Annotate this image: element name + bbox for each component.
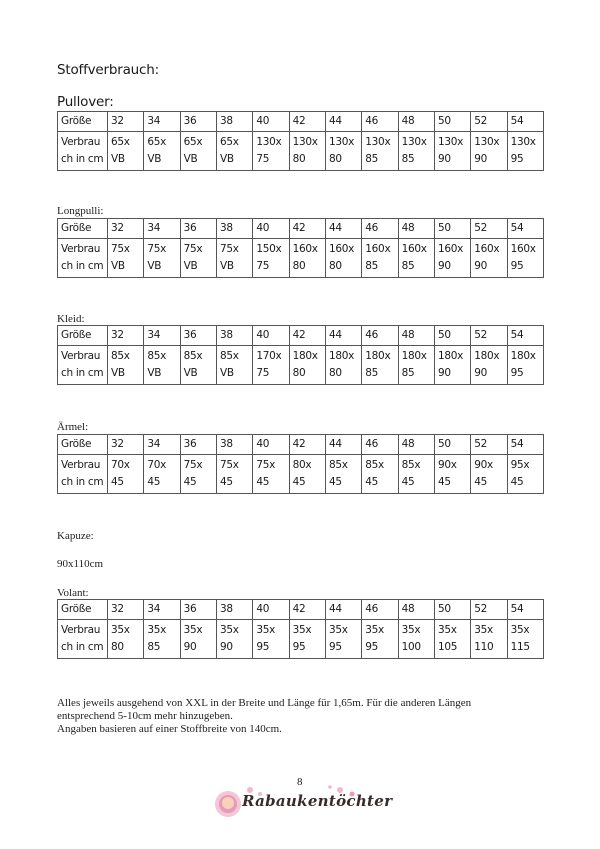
row-label-usage: Verbrauch in cm	[58, 455, 108, 494]
usage-cell: 35x 80	[108, 620, 144, 659]
section-title-pullover: Pullover:	[57, 94, 114, 110]
note-line-3: Angaben basieren auf einer Stoffbreite von 140cm.	[57, 723, 282, 735]
usage-cell: 35x 90	[216, 620, 252, 659]
size-cell: 54	[507, 326, 543, 346]
usage-cell: 85x VB	[108, 346, 144, 385]
usage-cell: 35x 85	[144, 620, 180, 659]
size-cell: 32	[108, 219, 144, 239]
size-cell: 42	[289, 326, 325, 346]
usage-cell: 35x 105	[434, 620, 470, 659]
usage-cell: 130x 85	[362, 132, 398, 171]
size-cell: 34	[144, 219, 180, 239]
usage-cell: 180x 80	[325, 346, 361, 385]
usage-cell: 130x 90	[434, 132, 470, 171]
usage-cell: 160x 85	[362, 239, 398, 278]
row-label-size: Größe	[58, 112, 108, 132]
usage-cell: 180x 95	[507, 346, 543, 385]
row-label-size: Größe	[58, 600, 108, 620]
usage-cell: 35x 90	[180, 620, 216, 659]
usage-cell: 70x 45	[108, 455, 144, 494]
row-label-size: Größe	[58, 219, 108, 239]
size-cell: 42	[289, 219, 325, 239]
size-cell: 32	[108, 435, 144, 455]
usage-cell: 180x 80	[289, 346, 325, 385]
usage-cell: 75x 45	[253, 455, 289, 494]
usage-cell: 35x 95	[289, 620, 325, 659]
section-title-volant: Volant:	[57, 587, 89, 599]
section-title-kapuze: Kapuze:	[57, 530, 94, 542]
usage-cell: 150x 75	[253, 239, 289, 278]
usage-cell: 95x 45	[507, 455, 543, 494]
usage-cell: 35x 115	[507, 620, 543, 659]
size-cell: 50	[434, 435, 470, 455]
size-cell: 38	[216, 600, 252, 620]
size-cell: 48	[398, 112, 434, 132]
usage-cell: 130x 75	[253, 132, 289, 171]
size-cell: 44	[325, 326, 361, 346]
usage-cell: 130x 80	[289, 132, 325, 171]
size-cell: 42	[289, 600, 325, 620]
size-cell: 52	[471, 219, 507, 239]
usage-cell: 65x VB	[180, 132, 216, 171]
brand-name: Rabaukentöchter	[242, 792, 393, 810]
size-cell: 34	[144, 600, 180, 620]
page-number: 8	[297, 776, 303, 788]
size-cell: 52	[471, 435, 507, 455]
size-cell: 40	[253, 219, 289, 239]
size-cell: 52	[471, 112, 507, 132]
note-line-1: Alles jeweils ausgehend von XXL in der Breite und Länge für 1,65m. Für die anderen Längen	[57, 697, 472, 709]
size-cell: 50	[434, 600, 470, 620]
usage-cell: 180x 90	[471, 346, 507, 385]
size-cell: 46	[362, 600, 398, 620]
kapuze-value: 90x110cm	[57, 558, 104, 570]
size-cell: 44	[325, 112, 361, 132]
row-label-usage: Verbrauch in cm	[58, 132, 108, 171]
size-cell: 38	[216, 219, 252, 239]
usage-cell: 75x VB	[216, 239, 252, 278]
usage-cell: 35x 95	[362, 620, 398, 659]
size-cell: 36	[180, 219, 216, 239]
usage-cell: 35x 110	[471, 620, 507, 659]
usage-cell: 130x 80	[325, 132, 361, 171]
usage-cell: 75x VB	[180, 239, 216, 278]
usage-cell: 90x 45	[471, 455, 507, 494]
usage-cell: 75x 45	[216, 455, 252, 494]
table-kleid	[57, 325, 544, 385]
size-cell: 40	[253, 435, 289, 455]
table-aermel	[57, 434, 544, 494]
size-cell: 40	[253, 600, 289, 620]
usage-cell: 180x 90	[434, 346, 470, 385]
usage-cell: 85x VB	[144, 346, 180, 385]
usage-cell: 80x 45	[289, 455, 325, 494]
usage-cell: 180x 85	[362, 346, 398, 385]
size-cell: 52	[471, 600, 507, 620]
usage-cell: 160x 85	[398, 239, 434, 278]
usage-cell: 75x 45	[180, 455, 216, 494]
size-cell: 42	[289, 435, 325, 455]
size-cell: 36	[180, 326, 216, 346]
row-label-usage: Verbrauch in cm	[58, 346, 108, 385]
usage-cell: 130x 90	[471, 132, 507, 171]
size-cell: 32	[108, 112, 144, 132]
brand-logo	[210, 784, 393, 824]
section-title-longpulli: Longpulli:	[57, 205, 104, 217]
size-cell: 36	[180, 600, 216, 620]
size-cell: 38	[216, 326, 252, 346]
usage-cell: 85x 45	[362, 455, 398, 494]
usage-cell: 160x 90	[434, 239, 470, 278]
usage-cell: 160x 95	[507, 239, 543, 278]
page-title: Stoffverbrauch:	[57, 62, 159, 78]
size-cell: 48	[398, 600, 434, 620]
table-pullover	[57, 111, 544, 171]
size-cell: 54	[507, 219, 543, 239]
size-cell: 50	[434, 326, 470, 346]
size-cell: 40	[253, 112, 289, 132]
note-line-2: entsprechend 5-10cm mehr hinzugeben.	[57, 710, 233, 722]
size-cell: 54	[507, 112, 543, 132]
usage-cell: 160x 80	[325, 239, 361, 278]
size-cell: 32	[108, 600, 144, 620]
size-cell: 46	[362, 112, 398, 132]
usage-cell: 35x 100	[398, 620, 434, 659]
size-cell: 42	[289, 112, 325, 132]
size-cell: 46	[362, 326, 398, 346]
size-cell: 34	[144, 326, 180, 346]
usage-cell: 160x 90	[471, 239, 507, 278]
usage-cell: 35x 95	[325, 620, 361, 659]
usage-cell: 85x 45	[398, 455, 434, 494]
size-cell: 48	[398, 326, 434, 346]
usage-cell: 130x 85	[398, 132, 434, 171]
section-title-kleid: Kleid:	[57, 313, 85, 325]
table-volant	[57, 599, 544, 659]
size-cell: 38	[216, 112, 252, 132]
size-cell: 54	[507, 435, 543, 455]
size-cell: 36	[180, 435, 216, 455]
size-cell: 50	[434, 219, 470, 239]
section-title-aermel: Ärmel:	[57, 421, 89, 433]
row-label-usage: Verbrauch in cm	[58, 239, 108, 278]
size-cell: 46	[362, 435, 398, 455]
usage-cell: 35x 95	[253, 620, 289, 659]
size-cell: 46	[362, 219, 398, 239]
size-cell: 50	[434, 112, 470, 132]
usage-cell: 130x 95	[507, 132, 543, 171]
usage-cell: 70x 45	[144, 455, 180, 494]
size-cell: 34	[144, 435, 180, 455]
usage-cell: 75x VB	[144, 239, 180, 278]
usage-cell: 65x VB	[216, 132, 252, 171]
usage-cell: 65x VB	[144, 132, 180, 171]
size-cell: 40	[253, 326, 289, 346]
usage-cell: 170x 75	[253, 346, 289, 385]
table-longpulli	[57, 218, 544, 278]
size-cell: 44	[325, 435, 361, 455]
usage-cell: 160x 80	[289, 239, 325, 278]
row-label-usage: Verbrauch in cm	[58, 620, 108, 659]
row-label-size: Größe	[58, 326, 108, 346]
size-cell: 54	[507, 600, 543, 620]
usage-cell: 85x 45	[325, 455, 361, 494]
usage-cell: 180x 85	[398, 346, 434, 385]
size-cell: 44	[325, 600, 361, 620]
size-cell: 34	[144, 112, 180, 132]
size-cell: 32	[108, 326, 144, 346]
size-cell: 48	[398, 219, 434, 239]
usage-cell: 90x 45	[434, 455, 470, 494]
size-cell: 44	[325, 219, 361, 239]
size-cell: 48	[398, 435, 434, 455]
usage-cell: 65x VB	[108, 132, 144, 171]
size-cell: 52	[471, 326, 507, 346]
usage-cell: 75x VB	[108, 239, 144, 278]
size-cell: 36	[180, 112, 216, 132]
usage-cell: 85x VB	[216, 346, 252, 385]
size-cell: 38	[216, 435, 252, 455]
row-label-size: Größe	[58, 435, 108, 455]
usage-cell: 85x VB	[180, 346, 216, 385]
